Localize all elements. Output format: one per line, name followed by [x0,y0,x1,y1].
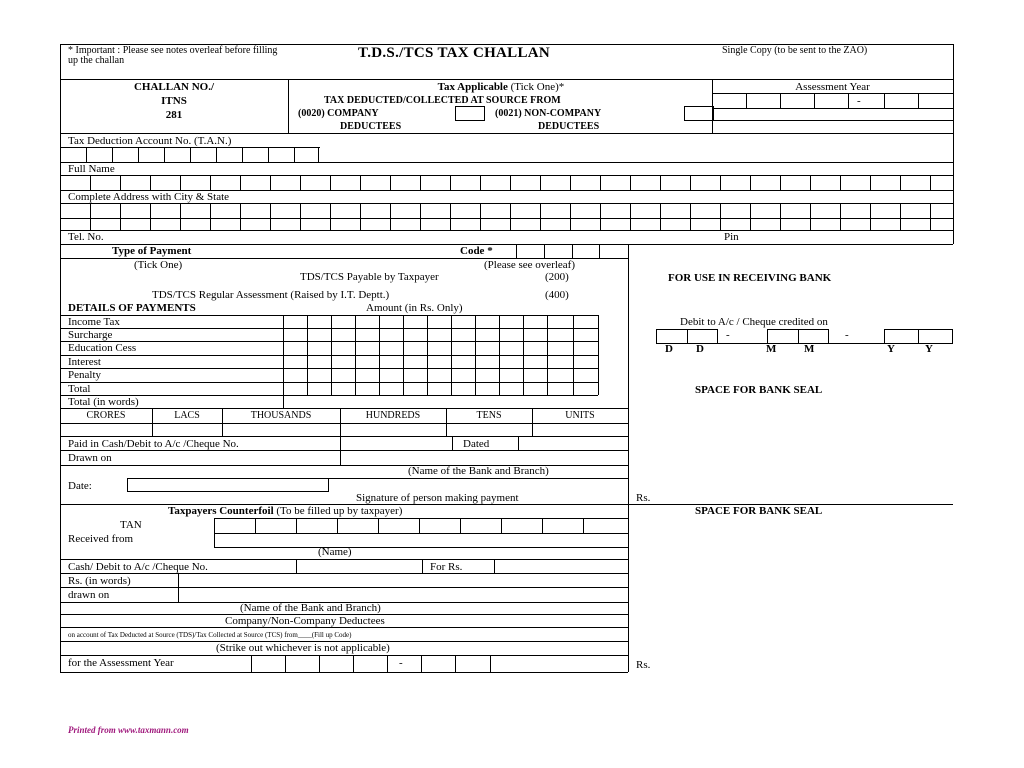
bank-rs-label-2: Rs. [636,659,651,671]
copy-note: Single Copy (to be sent to the ZAO) [722,45,868,56]
tel-label: Tel. No. [68,231,104,243]
pin-label: Pin [724,231,739,243]
full-name-label: Full Name [68,163,115,175]
debit-label: Debit to A/c / Cheque credited on [680,316,828,328]
denom-lacs: LACS [174,410,200,421]
drawn-on-input[interactable] [341,451,627,465]
date-letter-y2: Y [925,343,933,355]
option-noncompany-label: (0021) NON-COMPANY [495,108,602,119]
tax-applicable-heading [290,81,712,93]
date-day-cells[interactable] [656,329,718,343]
amount-grid[interactable] [283,315,598,395]
bank-rs-label-1: Rs. [636,492,651,504]
tax-applicable-bold: Tax Applicable [437,81,508,93]
tax-applicable-subheading: TAX DEDUCTED/COLLECTED AT SOURCE FROM [324,95,561,106]
account-line: on account of Tax Deducted at Source (TDS)/Tax Collected at Source (TCS) from____(Fill up Code) [68,631,352,639]
ay-end [848,93,849,108]
ay-bottom [712,108,953,109]
date-letter-y1: Y [887,343,895,355]
see-overleaf-label: (Please see overleaf) [484,259,576,271]
date-dash-2: - [845,329,849,341]
assessment-year-dash: - [857,95,861,107]
option-company-label-2: DEDUCTEES [340,121,402,132]
date-line [329,478,628,479]
section-divider-1 [60,133,953,134]
address-cells-2[interactable] [60,218,953,230]
date-label: Date: [68,480,92,492]
tan-input-cells[interactable] [60,147,320,162]
row-education-cess: Education Cess [68,342,137,354]
received-bottom [214,547,628,548]
cash-label: Cash/ Debit to A/c /Cheque No. [68,561,208,573]
row-surcharge: Surcharge [68,329,113,341]
drawn-on-label: Drawn on [68,452,112,464]
assessment-year-label-2: for the Assessment Year [68,657,174,669]
received-from-input[interactable] [215,534,627,547]
challan-divider [288,79,289,133]
cf-bank-branch-note: (Name of the Bank and Branch) [240,602,381,614]
cheque-no-input[interactable] [341,437,451,450]
received-from-label: Received from [68,533,134,545]
option-200-label: TDS/TCS Payable by Taxpayer [300,271,439,283]
footer-credit: Printed from www.taxmann.com [68,725,189,735]
bank-seal-label-1: SPACE FOR BANK SEAL [695,384,823,396]
addr-bottom [60,230,953,231]
row-interest: Interest [68,356,101,368]
address-label: Complete Address with City & State [68,191,230,203]
counterfoil-tan-cells[interactable] [214,518,628,533]
date-dash-1: - [726,329,730,341]
name-note: (Name) [318,546,352,558]
paid-label: Paid in Cash/Debit to A/c /Cheque No. [68,438,239,450]
dated-input[interactable] [519,437,627,450]
for-rs-input[interactable] [495,560,627,573]
counterfoil-year-cells[interactable] [251,655,496,672]
important-note: * Important : Please see notes overleaf before filling up the challan [68,45,278,66]
date-month-cells[interactable] [767,329,829,343]
form-title: T.D.S./TCS TAX CHALLAN [358,45,551,61]
tax-applicable-rest: (Tick One)* [507,81,565,93]
amt-col-14 [598,315,599,395]
payment-type-label: Type of Payment [112,245,192,257]
date-input[interactable] [127,478,329,492]
full-name-cells[interactable] [60,175,953,190]
dated-label: Dated [463,438,490,450]
date-letter-m2: M [804,343,815,355]
counterfoil-heading [168,505,402,517]
tick-one-label: (Tick One) [134,259,183,271]
deductees-line: Company/Non-Company Deductees [225,615,385,627]
challan-label-2: ITNS [161,95,187,107]
option-noncompany-label-2: DEDUCTEES [538,121,600,132]
code-cells[interactable] [516,244,600,258]
date-letter-d2: D [696,343,704,355]
date-year-cells[interactable] [884,329,953,343]
row-sep-6 [60,395,598,396]
frame-right [953,44,954,244]
denomination-inputs[interactable] [60,423,628,436]
details-heading: DETAILS OF PAYMENTS [68,302,196,314]
ay-bottom-2 [712,120,953,121]
option-400-code: (400) [545,289,569,301]
frame-left [60,44,61,672]
address-cells-1[interactable] [60,203,953,218]
denom-hundreds: HUNDREDS [365,410,421,421]
section-divider-2 [60,162,953,163]
denom-tens: TENS [476,410,502,421]
deductees-bottom [60,627,628,628]
cf-drawn-on-input[interactable] [179,588,627,601]
noncompany-tick-box[interactable] [684,106,714,121]
receiving-bank-heading: FOR USE IN RECEIVING BANK [668,272,832,284]
denom-crores: CRORES [86,410,126,421]
counterfoil-heading-rest: (To be filled up by taxpayer) [273,505,403,517]
row-total: Total [68,383,91,395]
words-bottom [60,408,628,409]
forrs-col [422,559,423,573]
rs-words-label: Rs. (in words) [68,575,131,587]
for-rs-label: For Rs. [430,561,463,573]
company-tick-box[interactable] [455,106,485,121]
cf-year-dash: - [399,657,403,669]
tel-bottom [60,244,953,245]
denom-units: UNITS [565,410,595,421]
denom-thousands: THOUSANDS [250,410,312,421]
challan-number: 281 [165,109,183,121]
header-divider [60,79,953,80]
rs-words-input[interactable] [179,574,627,587]
amount-heading: Amount (in Rs. Only) [366,302,463,314]
option-company-label: (0020) COMPANY [298,108,379,119]
row-total-words: Total (in words) [68,396,139,408]
frame-bottom [60,672,628,673]
assessment-year-to[interactable] [884,93,953,108]
date-letter-d1: D [665,343,673,355]
bank-seal-label-2: SPACE FOR BANK SEAL [695,505,823,517]
assessment-year-from[interactable] [712,93,848,108]
strike-line: (Strike out whichever is not applicable) [216,642,390,654]
code-label: Code * [460,245,493,257]
assessment-year-label: Assessment Year [795,81,870,93]
dated-col [452,436,453,450]
signature-label: Signature of person making payment [356,492,519,504]
counterfoil-heading-bold: Taxpayers Counterfoil [168,505,274,517]
option-200-code: (200) [545,271,569,283]
row-income-tax: Income Tax [68,316,120,328]
challan-label-1: CHALLAN NO./ [133,81,215,93]
tan-label: Tax Deduction Account No. (T.A.N.) [68,135,232,147]
bank-branch-note: (Name of the Bank and Branch) [408,465,549,477]
row-penalty: Penalty [68,369,101,381]
counterfoil-cheque-input[interactable] [297,560,421,573]
option-400-label: TDS/TCS Regular Assessment (Raised by I.T. Deptt.) [152,289,390,301]
bank-column-divider [628,244,629,672]
cf-drawn-on-label: drawn on [68,589,110,601]
counterfoil-tan-label: TAN [120,519,142,531]
date-letter-m1: M [766,343,777,355]
